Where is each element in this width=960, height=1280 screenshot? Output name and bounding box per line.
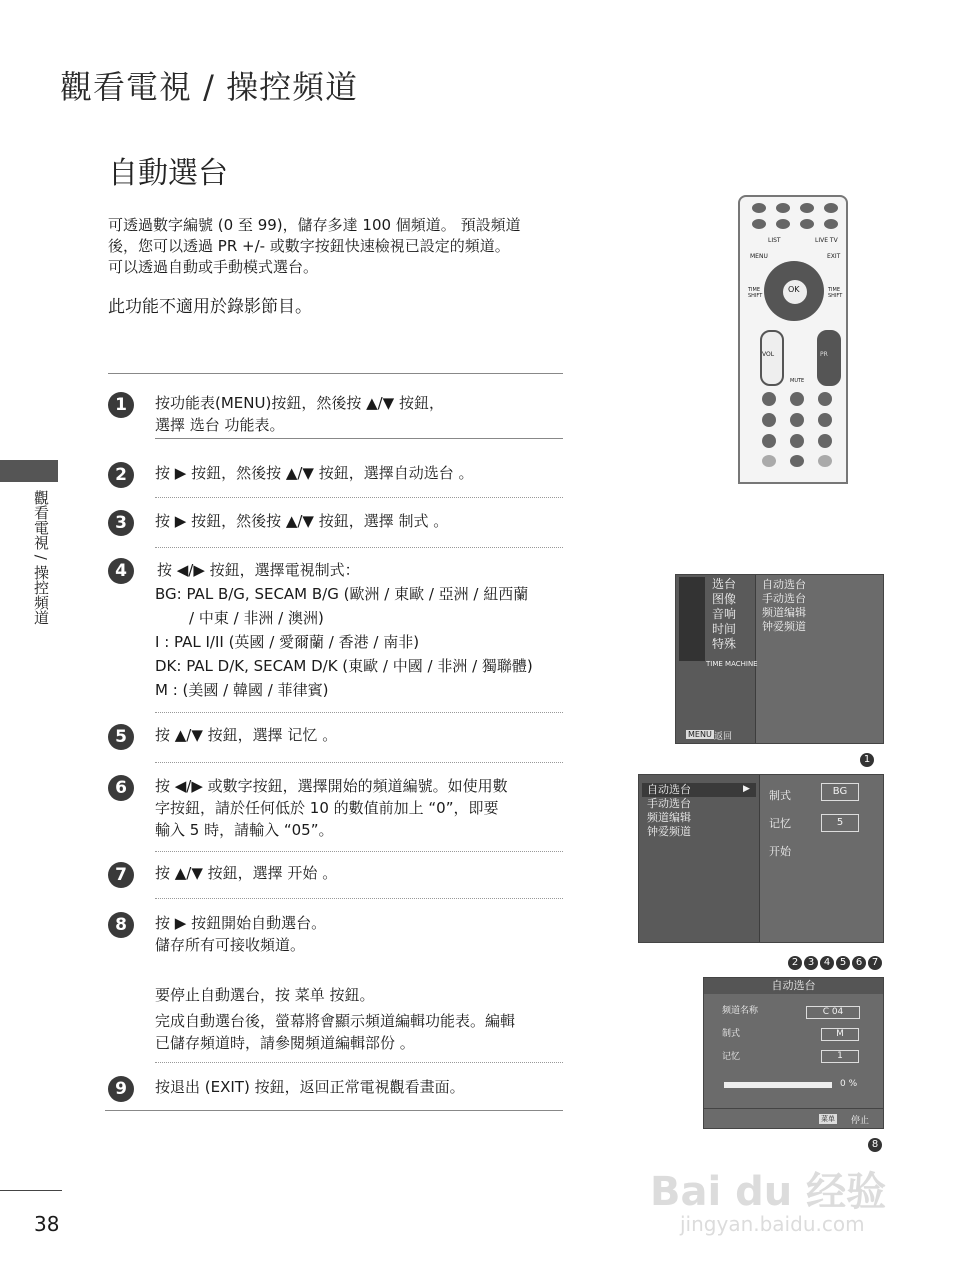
system-value-field[interactable]: BG [821, 783, 859, 801]
page-header-title: 觀看電視 / 操控頻道 [60, 68, 359, 106]
menu-item[interactable]: 频道编辑 [647, 811, 691, 824]
step-number: 5 [108, 724, 134, 750]
menu-key-badge: MENU [688, 730, 712, 739]
remote-label: LIST [768, 237, 781, 244]
remote-label: MUTE [790, 378, 805, 384]
step-number: 6 [108, 775, 134, 801]
divider [155, 898, 563, 899]
step-1-text [155, 392, 444, 436]
tv-menu-2 [638, 774, 884, 943]
step-3-text: 按 ▶ 按鈕，然後按 ▲/▼ 按鈕，選擇 制式 。 [155, 512, 449, 530]
divider [155, 497, 563, 498]
menu-item[interactable]: 钟爱频道 [647, 825, 691, 838]
menu-left-list [647, 783, 691, 839]
remote-label: MENU [750, 253, 768, 260]
field-label: 记忆 [769, 817, 791, 830]
menu-item[interactable]: 时间 [712, 622, 737, 636]
footer-divider [0, 1190, 62, 1191]
tv-menu-1 [675, 574, 884, 744]
intro-line: 後，您可以透過 PR +/- 或數字按鈕快速檢視已設定的頻道。 [108, 237, 510, 255]
submenu-item[interactable]: 手动选台 [762, 592, 806, 605]
submenu-item[interactable]: 钟爱频道 [762, 620, 806, 633]
divider [155, 438, 563, 439]
step-7-text: 按 ▲/▼ 按鈕，選擇 开始 。 [155, 864, 338, 882]
page-number: 38 [34, 1212, 60, 1236]
step-line: 已儲存頻道時，請參閱頻道編輯部份 。 [155, 1034, 415, 1052]
remote-label: LIVE TV [815, 237, 838, 244]
memory-value-field[interactable]: 5 [821, 814, 859, 832]
remote-label: TIME SHIFT [748, 287, 763, 299]
figure-caption: 8 [866, 1132, 882, 1152]
system-field: M [821, 1028, 859, 1041]
step-6-text [155, 775, 508, 841]
submenu-item[interactable]: 自动选台 [762, 578, 806, 591]
step-number: 1 [108, 392, 134, 418]
arrow-right-icon: ▶ [743, 784, 750, 794]
step-number: 2 [108, 462, 134, 488]
side-section-label: 觀看電視 / 操控頻道 [32, 490, 50, 625]
menu-item[interactable]: 特殊 [712, 637, 737, 651]
step-2-text: 按 ▶ 按鈕，然後按 ▲/▼ 按鈕，選擇自动选台 。 [155, 464, 474, 482]
progress-bar [724, 1082, 832, 1088]
step-line: / 中東 / 非洲 / 澳洲) [189, 609, 324, 627]
menu-item[interactable]: 选台 [712, 577, 737, 591]
step-9-text: 按退出 (EXIT) 按鈕，返回正常電視觀看畫面。 [155, 1078, 465, 1096]
divider [108, 373, 563, 374]
step-line: 要停止自動選台，按 菜单 按鈕。 [155, 986, 375, 1004]
memory-field: 1 [821, 1050, 859, 1063]
side-tab-marker [0, 460, 58, 482]
step-line: 完成自動選台後，螢幕將會顯示頻道編輯功能表。編輯 [155, 1012, 516, 1030]
step-5-text: 按 ▲/▼ 按鈕，選擇 记忆 。 [155, 726, 338, 744]
progress-label: 0 % [840, 1079, 858, 1089]
start-option[interactable]: 开始 [769, 845, 791, 858]
section-title: 自動選台 [108, 156, 228, 191]
divider [155, 762, 563, 763]
divider [105, 1110, 563, 1111]
step-4-text [155, 558, 533, 702]
step-line: 儲存所有可接收頻道。 [155, 936, 306, 954]
divider [155, 712, 563, 713]
divider [155, 547, 563, 548]
step-line: 按 ◀/▶ 或數字按鈕，選擇開始的頻道編號。如使用數 [155, 777, 508, 795]
remote-label: EXIT [827, 253, 841, 260]
step-line: DK: PAL D/K, SECAM D/K (東歐 / 中國 / 非洲 / 獨聯體) [155, 657, 533, 675]
intro-line: 可以透過自動或手動模式選台。 [108, 258, 319, 276]
intro-paragraph [108, 215, 578, 278]
menu-right-list [762, 578, 806, 634]
step-line [155, 956, 515, 984]
step-line: M : (美國 / 韓國 / 菲律賓) [155, 681, 329, 699]
menu-item[interactable]: 自动选台 [647, 783, 691, 796]
dialog-title: 自动选台 [704, 978, 883, 994]
ok-label: OK [788, 285, 800, 294]
step-number: 8 [108, 912, 134, 938]
menu-item[interactable]: 音响 [712, 607, 737, 621]
step-line: 選擇 选台 功能表。 [155, 416, 285, 434]
step-line: I : PAL I/II (英國 / 愛爾蘭 / 香港 / 南非) [155, 633, 420, 651]
note-text: 此功能不適用於錄影節目。 [108, 297, 312, 317]
divider [155, 1062, 563, 1063]
tv-menu-3 [703, 977, 884, 1129]
baidu-watermark-logo: Bai du 经验 [650, 1169, 887, 1215]
step-line: 字按鈕，請於任何低於 10 的數值前加上 “0”，即要 [155, 799, 499, 817]
step-line: 按功能表(MENU)按鈕，然後按 ▲/▼ 按鈕， [155, 394, 444, 412]
remote-label: PR [820, 351, 828, 358]
remote-label: TIME SHIFT [828, 287, 843, 299]
remote-control-illustration [738, 195, 848, 484]
step-number: 4 [108, 558, 134, 584]
step-line: 按 ◀/▶ 按鈕，選擇電視制式： [157, 561, 360, 579]
step-number: 9 [108, 1076, 134, 1102]
figure-caption: 1 [858, 747, 874, 767]
step-line: BG: PAL B/G, SECAM B/G (歐洲 / 東歐 / 亞洲 / 紐西蘭 [155, 585, 529, 603]
menu-footer-label: 返回 [714, 732, 733, 742]
field-label: 频道名称 [722, 1006, 759, 1016]
baidu-watermark-url: jingyan.baidu.com [680, 1212, 865, 1236]
figure-caption: 2 3 4 5 6 7 [786, 950, 882, 970]
menu-item[interactable]: 图像 [712, 592, 737, 606]
menu-item[interactable]: 手动选台 [647, 797, 691, 810]
menu-key-badge: 菜单 [821, 1115, 835, 1123]
step-line: 按 ▶ 按鈕開始自動選台。 [155, 914, 327, 932]
stop-label[interactable]: 停止 [851, 1116, 870, 1126]
intro-line: 可透過數字編號 (0 至 99)，儲存多達 100 個頻道。 預設頻道 [108, 216, 521, 234]
remote-label: VOL [762, 351, 775, 358]
field-label: 制式 [722, 1029, 741, 1039]
field-label: 制式 [769, 789, 791, 802]
channel-name-field: C 04 [806, 1006, 860, 1019]
divider [155, 851, 563, 852]
submenu-item[interactable]: 频道编辑 [762, 606, 806, 619]
step-number: 3 [108, 510, 134, 536]
menu-left-list [712, 577, 736, 652]
field-label: 记忆 [722, 1052, 741, 1062]
menu-item[interactable]: TIME MACHINE [706, 660, 758, 668]
step-number: 7 [108, 862, 134, 888]
step-line: 輸入 5 時，請輸入 “05”。 [155, 821, 334, 839]
step-8-text [155, 912, 515, 1054]
